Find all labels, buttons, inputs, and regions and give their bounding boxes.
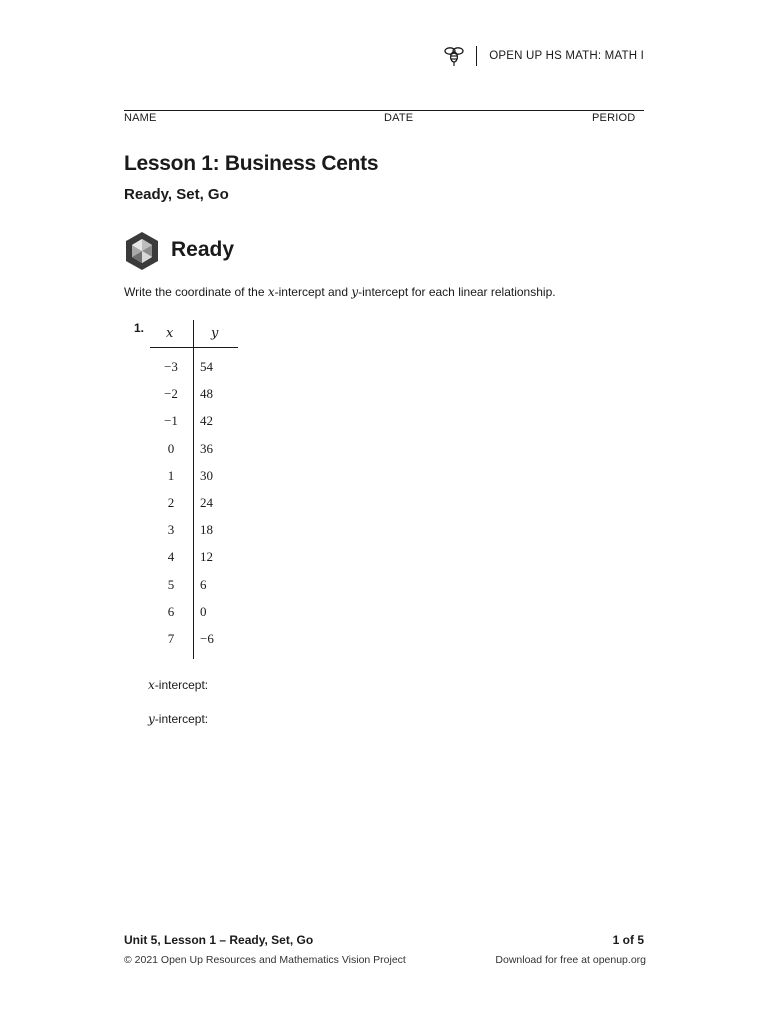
table-cell-y: 0 [200,603,207,619]
table-cell-x: −2 [164,386,178,402]
table-column-rule [193,320,194,659]
table-cell-y: 54 [200,359,213,374]
table-cell-x: 1 [167,467,175,483]
brand-divider [476,46,477,66]
section-title: Ready [171,238,235,261]
table-cell-x: −3 [164,359,178,374]
footer-title: Unit 5, Lesson 1 – Ready, Set, Go [124,933,314,947]
brand-text: OPEN UP HS MATH: MATH I [489,50,644,62]
lesson-subtitle: Ready, Set, Go [124,186,229,203]
info-rule [124,110,644,111]
y-intercept-label: -intercept: [154,712,209,726]
name-label: NAME [124,112,157,124]
table-cell-y: 30 [200,467,213,483]
instructions-text-1: Write the coordinate of the [124,285,268,299]
period-label: PERIOD [592,112,636,124]
y-intercept-var: y [148,712,155,726]
table-cell-x: 5 [167,576,175,592]
x-intercept-label: -intercept: [154,678,209,692]
brand-header [444,44,644,68]
table-cell-y: 24 [200,495,213,510]
bee-icon [444,45,464,67]
instructions-var-x: x [267,285,275,299]
lesson-title: Lesson 1: Business Cents [124,152,379,175]
table-cell-y: 12 [200,549,213,565]
page-number: 1 of 5 [612,933,644,947]
table-cell-x: 2 [167,495,175,510]
table-cell-y: 6 [200,576,207,592]
table-header-rule [150,347,238,348]
xy-table [150,320,238,660]
y-intercept-answer [148,712,208,726]
instructions-var-y: y [351,285,359,299]
table-cell-x: 7 [167,631,175,646]
table-cell-y: 48 [200,386,213,402]
table-cell-x: 4 [167,549,175,565]
footer-copyright: © 2021 Open Up Resources and Mathematics Vision Project [124,954,406,966]
instructions-text-3: -intercept for each linear relationship. [358,285,556,299]
table-cell-x: 6 [167,603,175,619]
table-header-x: x [166,326,174,341]
x-intercept-var: x [148,678,155,692]
x-intercept-answer [148,678,208,692]
problem-number: 1. [134,321,145,335]
table-cell-x: −1 [164,413,178,429]
table-cell-y: 36 [200,440,213,456]
instructions [124,285,556,299]
download-link[interactable]: Download for free at openup.org [495,954,646,966]
instructions-text-2: -intercept and [274,285,352,299]
table-cell-y: 42 [200,413,213,429]
table-cell-x: 3 [167,522,175,538]
table-header-y: y [211,326,219,341]
table-cell-y: 18 [200,522,213,538]
date-label: DATE [384,112,414,124]
table-cell-x: 0 [167,440,175,456]
table-cell-y: −6 [200,631,214,646]
ready-hexagon-icon [124,231,160,271]
